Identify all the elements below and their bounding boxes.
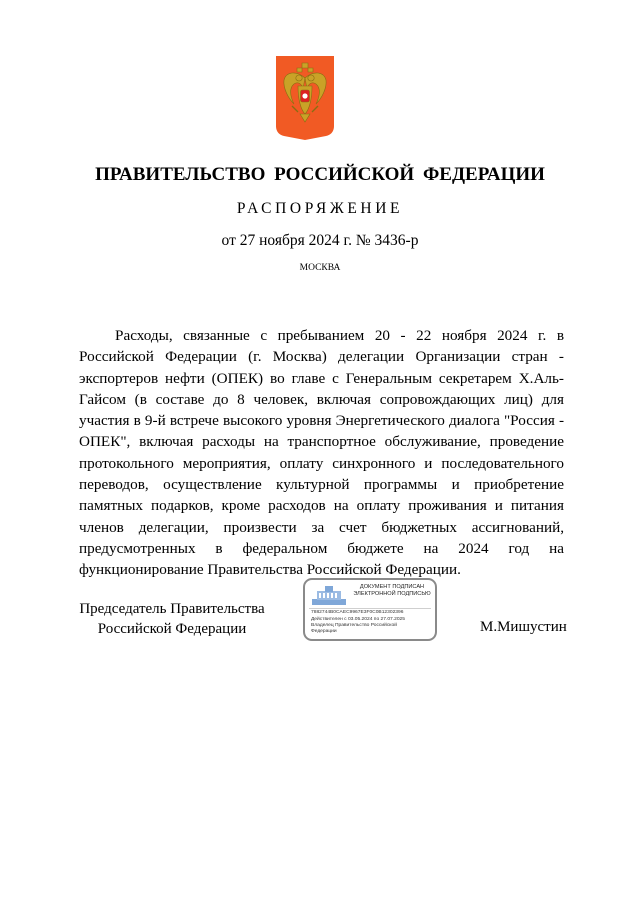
stamp-validity: Действителен с 03.05.2024 по 27.07.2025 bbox=[311, 617, 405, 622]
stamp-certificate: 7882744B0CAEC9967E3F0C0B12302396 bbox=[311, 610, 404, 615]
document-date-number: от 27 ноября 2024 г. № 3436-р bbox=[221, 232, 419, 249]
order-body-paragraph bbox=[79, 325, 564, 581]
document-city: МОСКВА bbox=[299, 263, 341, 273]
signer-position-line1: Председатель Правительства bbox=[79, 601, 265, 617]
signer-position bbox=[79, 599, 265, 639]
stamp-title-line2: ЭЛЕКТРОННОЙ ПОДПИСЬЮ bbox=[353, 591, 431, 597]
electronic-signature-stamp bbox=[303, 578, 437, 641]
government-building-icon bbox=[311, 585, 347, 607]
stamp-divider bbox=[309, 608, 431, 609]
government-title: ПРАВИТЕЛЬСТВО РОССИЙСКОЙ ФЕДЕРАЦИИ bbox=[95, 164, 545, 185]
stamp-title-line1: ДОКУМЕНТ ПОДПИСАН bbox=[359, 584, 425, 590]
stamp-title bbox=[347, 584, 437, 598]
document-type: РАСПОРЯЖЕНИЕ bbox=[236, 200, 404, 217]
stamp-owner-line1: Владелец Правительство Российской bbox=[311, 623, 397, 628]
signer-position-line2: Российской Федерации bbox=[97, 621, 247, 637]
signer-name: М.Мишустин bbox=[480, 619, 567, 635]
coat-of-arms-emblem bbox=[276, 56, 334, 140]
russian-coat-of-arms-icon bbox=[276, 56, 334, 140]
stamp-owner-line2: Федерации bbox=[311, 629, 337, 634]
order-body-text: Расходы, связанные с пребыванием 20 - 22 ноября 2024 г. в Российской Федерации (г. Москва) делегации Организации стран - экспортеров нефти (ОПЕК) во главе с Генеральным секретарем Х.Аль-Гайсом (в составе до 8 человек, включая сопровождающих лиц) для участия в 9-й встрече высокого уровня Энергетического диалога "Россия - ОПЕК", включая расходы на транспортное обслуживание, проведение протокольного мероприятия, оплату синхронного и последовательного переводов, осуществление культурной программы и приобретение памятных подарков, кроме расходов на оплату проживания и питания членов делегации, произвести за счет бюджетных ассигнований, предусмотренных в федеральном бюджете на 2024 год на функционирование Правительства Российской Федерации. bbox=[79, 327, 564, 579]
